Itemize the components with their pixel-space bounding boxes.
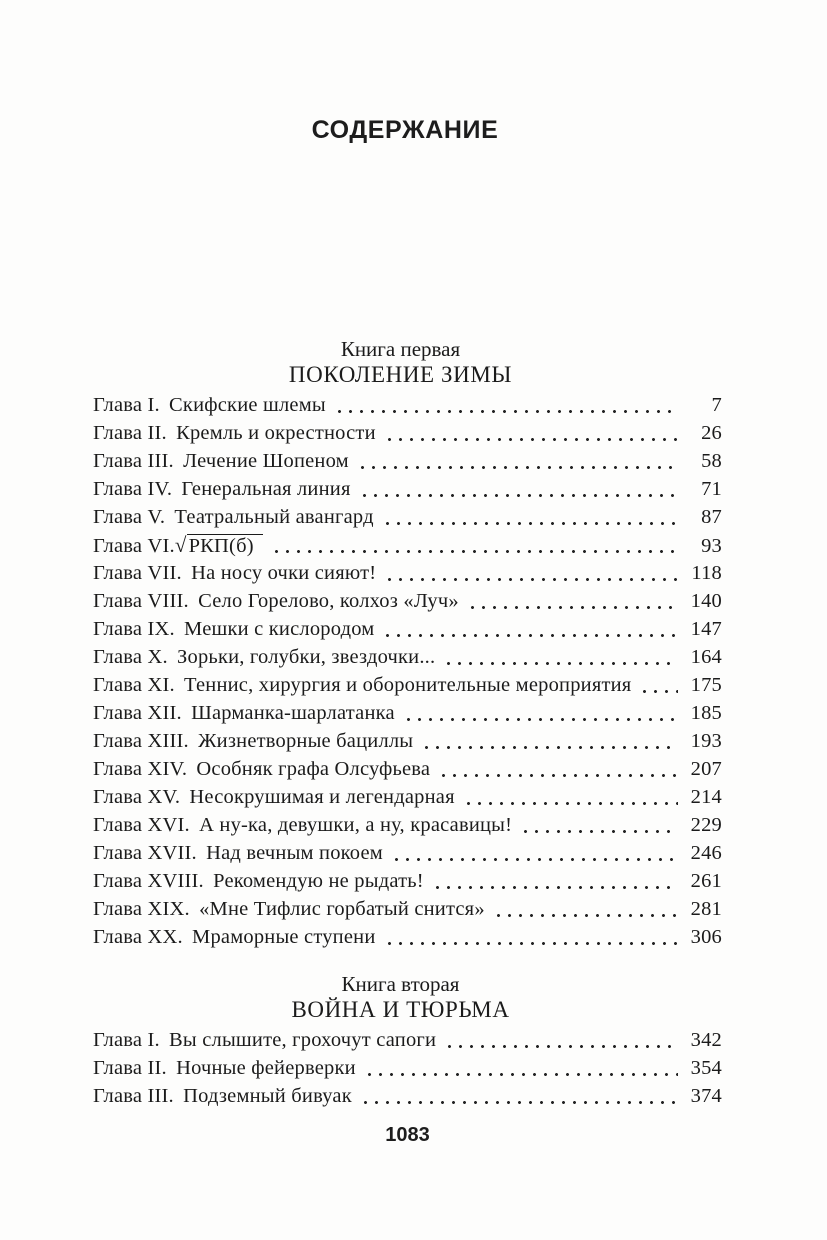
chapter-label — [93, 783, 455, 811]
chapter-title: Над вечным покоем — [206, 842, 383, 864]
chapter-label — [93, 643, 435, 671]
chapter-title: Генеральная линия — [181, 478, 351, 500]
toc-entry — [93, 587, 722, 615]
dot-leader — [405, 699, 678, 727]
dot-leader — [384, 503, 678, 531]
chapter-number: Глава XVI. — [93, 814, 190, 836]
chapter-page-number: 374 — [690, 1085, 722, 1107]
chapter-page-number: 306 — [690, 926, 722, 948]
chapter-label — [93, 671, 631, 699]
chapter-page-number: 87 — [701, 506, 722, 528]
toc-entry — [93, 1026, 722, 1054]
toc-entry — [93, 867, 722, 895]
dot-leader — [434, 867, 678, 895]
toc-entry — [93, 923, 722, 951]
chapter-title: Мешки с кислородом — [184, 618, 375, 640]
chapter-label — [93, 839, 383, 867]
chapter-label — [93, 727, 413, 755]
chapter-page-number: 7 — [711, 394, 722, 416]
chapter-title: Жизнетворные бациллы — [198, 730, 414, 752]
chapter-page-number: 246 — [690, 842, 722, 864]
dot-leader — [446, 1026, 678, 1054]
toc-entry — [93, 503, 722, 531]
chapter-label — [93, 559, 376, 587]
chapter-number: Глава XIII. — [93, 730, 189, 752]
chapter-title: Вы слышите, грохочут сапоги — [169, 1029, 437, 1051]
contents-column — [93, 337, 722, 1110]
chapter-list — [93, 1026, 722, 1110]
chapter-label — [93, 699, 395, 727]
toc-entry — [93, 699, 722, 727]
chapter-label — [93, 447, 349, 475]
toc-entry — [93, 615, 722, 643]
chapter-page-number: 58 — [701, 450, 722, 472]
chapter-number: Глава III. — [93, 1085, 174, 1107]
chapter-number: Глава I. — [93, 394, 160, 416]
radical-symbol: √ — [174, 533, 187, 557]
dot-leader — [641, 671, 678, 699]
chapter-title: Скифские шлемы — [169, 394, 326, 416]
dot-leader — [386, 419, 678, 447]
chapter-title: Рекомендую не рыдать! — [213, 870, 424, 892]
dot-leader — [495, 895, 678, 923]
chapter-page-number: 261 — [690, 870, 722, 892]
chapter-page-number: 147 — [690, 618, 722, 640]
chapter-label — [93, 475, 351, 503]
chapter-number: Глава XV. — [93, 786, 181, 808]
dot-leader — [445, 643, 678, 671]
toc-entry — [93, 531, 722, 559]
dot-leader — [440, 755, 678, 783]
book-label: Книга первая — [340, 337, 461, 361]
dot-leader — [469, 587, 678, 615]
dot-leader — [361, 475, 678, 503]
folio-page-number: 1083 — [385, 1124, 430, 1146]
chapter-number: Глава XII. — [93, 702, 182, 724]
chapter-number: Глава VI. — [93, 535, 175, 557]
toc-entry — [93, 839, 722, 867]
dot-leader — [359, 447, 678, 475]
chapter-list — [93, 391, 722, 951]
book-label: Книга вторая — [341, 972, 460, 996]
chapter-number: Глава XVII. — [93, 842, 197, 864]
chapter-number: Глава XIV. — [93, 758, 188, 780]
chapter-page-number: 214 — [690, 786, 722, 808]
chapter-title: Несокрушимая и легендарная — [189, 786, 455, 808]
chapter-label — [93, 391, 326, 419]
chapter-number: Глава V. — [93, 506, 166, 528]
dot-leader — [336, 391, 678, 419]
chapter-number: Глава III. — [93, 450, 174, 472]
toc-entry — [93, 559, 722, 587]
chapter-title: РКП(б) — [187, 534, 263, 557]
chapter-page-number: 71 — [701, 478, 722, 500]
chapter-label — [93, 1082, 352, 1110]
chapter-title: На носу очки сияют! — [191, 562, 377, 584]
toc-entry — [93, 1082, 722, 1110]
chapter-number: Глава XX. — [93, 926, 183, 948]
dot-leader — [273, 531, 678, 559]
toc-entry — [93, 447, 722, 475]
dot-leader — [386, 923, 679, 951]
chapter-title: Шарманка-шарлатанка — [191, 702, 395, 724]
book-section — [93, 972, 722, 1110]
chapter-label — [93, 531, 263, 560]
chapter-page-number: 26 — [701, 422, 722, 444]
chapter-title: Лечение Шопеном — [183, 450, 349, 472]
chapter-number: Глава II. — [93, 1057, 167, 1079]
toc-entry — [93, 755, 722, 783]
chapter-title: Зорьки, голубки, звездочки... — [177, 646, 436, 668]
toc-entry — [93, 475, 722, 503]
chapter-number: Глава XVIII. — [93, 870, 204, 892]
toc-entry — [93, 811, 722, 839]
chapter-number: Глава X. — [93, 646, 168, 668]
chapter-label — [93, 503, 374, 531]
chapter-label — [93, 755, 430, 783]
page-title: СОДЕРЖАНИЕ — [311, 116, 499, 144]
chapter-number: Глава VIII. — [93, 590, 189, 612]
toc-entry — [93, 727, 722, 755]
chapter-label — [93, 587, 459, 615]
chapter-page-number: 193 — [690, 730, 722, 752]
chapter-title: А ну-ка, девушки, а ну, красавицы! — [199, 814, 513, 836]
chapter-label — [93, 1054, 356, 1082]
book-title: ПОКОЛЕНИЕ ЗИМЫ — [288, 362, 513, 387]
chapter-page-number: 229 — [690, 814, 722, 836]
chapter-label — [93, 923, 376, 951]
chapter-title: Подземный бивуак — [183, 1085, 352, 1107]
dot-leader — [522, 811, 678, 839]
toc-entry — [93, 671, 722, 699]
chapter-label — [93, 1026, 436, 1054]
toc-entry — [93, 783, 722, 811]
chapter-page-number: 354 — [690, 1057, 722, 1079]
chapter-page-number: 185 — [690, 702, 722, 724]
chapter-title: Особняк графа Олсуфьева — [196, 758, 431, 780]
chapter-title: Мраморные ступени — [192, 926, 376, 948]
book-title: ВОЙНА И ТЮРЬМА — [291, 997, 510, 1022]
chapter-page-number: 342 — [690, 1029, 722, 1051]
chapter-number: Глава XI. — [93, 674, 175, 696]
chapter-title: Театральный авангард — [174, 506, 374, 528]
chapter-page-number: 281 — [690, 898, 722, 920]
toc-entry — [93, 391, 722, 419]
toc-entry — [93, 419, 722, 447]
chapter-label — [93, 615, 374, 643]
dot-leader — [465, 783, 678, 811]
chapter-page-number: 164 — [690, 646, 722, 668]
chapter-title: Теннис, хирургия и оборонительные мероприятия — [184, 674, 632, 696]
chapter-label — [93, 895, 485, 923]
chapter-number: Глава VII. — [93, 562, 182, 584]
dot-leader — [384, 615, 678, 643]
dot-leader — [366, 1054, 678, 1082]
chapter-page-number: 207 — [690, 758, 722, 780]
chapter-title: Кремль и окрестности — [176, 422, 376, 444]
chapter-page-number: 118 — [691, 562, 722, 584]
chapter-label — [93, 811, 512, 839]
dot-leader — [423, 727, 678, 755]
dot-leader — [393, 839, 678, 867]
dot-leader — [362, 1082, 678, 1110]
chapter-page-number: 175 — [690, 674, 722, 696]
chapter-title: Ночные фейерверки — [176, 1057, 356, 1079]
chapter-page-number: 140 — [690, 590, 722, 612]
chapter-number: Глава IX. — [93, 618, 175, 640]
toc-entry — [93, 1054, 722, 1082]
chapter-number: Глава XIX. — [93, 898, 190, 920]
dot-leader — [386, 559, 678, 587]
chapter-number: Глава IV. — [93, 478, 173, 500]
toc-entry — [93, 895, 722, 923]
chapter-number: Глава I. — [93, 1029, 160, 1051]
toc-entry — [93, 643, 722, 671]
chapter-number: Глава II. — [93, 422, 167, 444]
chapter-title: «Мне Тифлис горбатый снится» — [199, 898, 485, 920]
chapter-label — [93, 867, 424, 895]
book-section — [93, 337, 722, 951]
chapter-title: Село Горелово, колхоз «Луч» — [198, 590, 459, 612]
chapter-page-number: 93 — [701, 535, 722, 557]
chapter-label — [93, 419, 376, 447]
